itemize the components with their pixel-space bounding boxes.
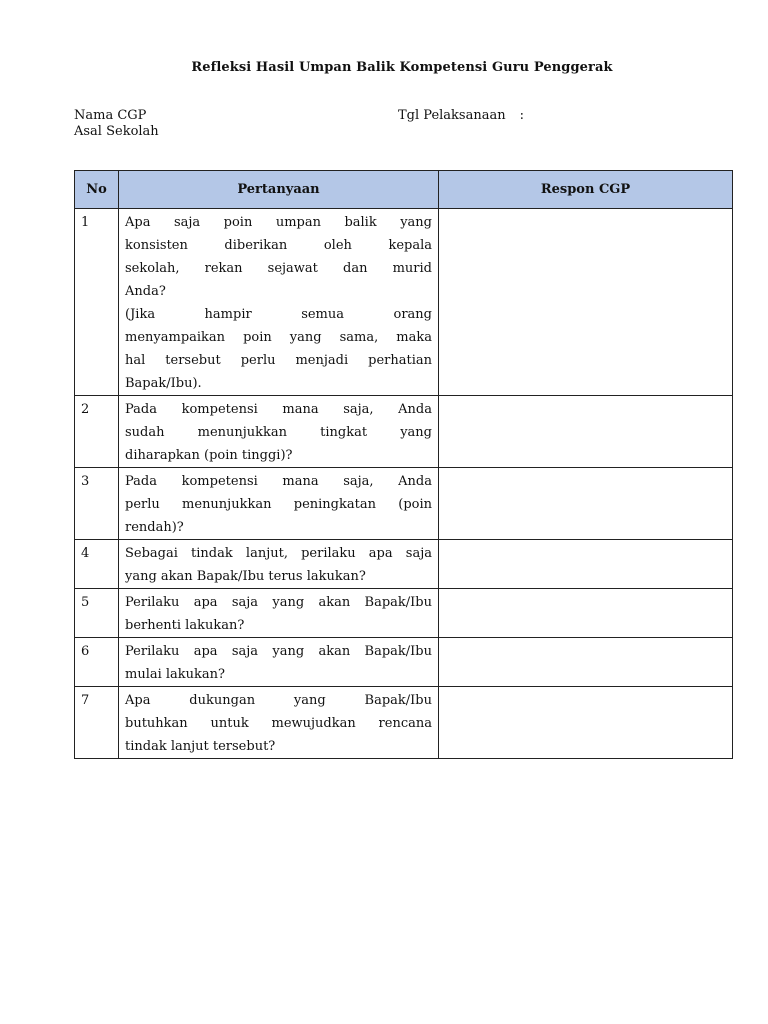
question-line: yang akan Bapak/Ibu terus lakukan?	[125, 569, 366, 584]
question-line: perlu menunjukkan peningkatan (poin	[125, 497, 432, 512]
table-row	[75, 396, 733, 468]
question-line: berhenti lakukan?	[125, 618, 245, 633]
header-no: No	[75, 171, 119, 209]
question-line: Perilaku apa saja yang akan Bapak/Ibu	[125, 644, 432, 659]
asal-sekolah-label: Asal Sekolah	[74, 124, 159, 139]
question-line: konsisten diberikan oleh kepala	[125, 238, 432, 253]
row-number: 2	[75, 396, 119, 468]
question-cell	[119, 396, 439, 468]
tgl-pelaksanaan-label: Tgl Pelaksanaan	[398, 108, 506, 123]
question-line: sekolah, rekan sejawat dan murid	[125, 261, 432, 276]
question-cell	[119, 209, 439, 396]
response-cell[interactable]	[439, 209, 733, 396]
question-line: butuhkan untuk mewujudkan rencana	[125, 716, 432, 731]
question-line: mulai lakukan?	[125, 667, 226, 682]
response-cell[interactable]	[439, 589, 733, 638]
row-number: 6	[75, 638, 119, 687]
question-cell	[119, 638, 439, 687]
table-row	[75, 468, 733, 540]
question-line: Apa dukungan yang Bapak/Ibu	[125, 693, 432, 708]
question-line: tindak lanjut tersebut?	[125, 739, 276, 754]
response-cell[interactable]	[439, 468, 733, 540]
question-line: Anda?	[125, 284, 166, 299]
nama-cgp-label: Nama CGP	[74, 108, 147, 123]
response-cell[interactable]	[439, 687, 733, 759]
row-number: 5	[75, 589, 119, 638]
question-line: menyampaikan poin yang sama, maka	[125, 330, 432, 345]
question-line: diharapkan (poin tinggi)?	[125, 448, 293, 463]
question-cell	[119, 468, 439, 540]
question-line: hal tersebut perlu menjadi perhatian	[125, 353, 432, 368]
row-number: 7	[75, 687, 119, 759]
question-line: Pada kompetensi mana saja, Anda	[125, 402, 432, 417]
response-cell[interactable]	[439, 540, 733, 589]
question-line: Perilaku apa saja yang akan Bapak/Ibu	[125, 595, 432, 610]
question-line: Apa saja poin umpan balik yang	[125, 215, 432, 230]
row-number: 4	[75, 540, 119, 589]
question-line: Sebagai tindak lanjut, perilaku apa saja	[125, 546, 432, 561]
question-cell	[119, 540, 439, 589]
document-title: Refleksi Hasil Umpan Balik Kompetensi Guru Penggerak	[191, 60, 613, 75]
reflection-table	[74, 170, 733, 759]
response-cell[interactable]	[439, 396, 733, 468]
question-line: Pada kompetensi mana saja, Anda	[125, 474, 432, 489]
table-row	[75, 589, 733, 638]
response-cell[interactable]	[439, 638, 733, 687]
header-pertanyaan: Pertanyaan	[119, 171, 439, 209]
question-cell	[119, 687, 439, 759]
row-number: 1	[75, 209, 119, 396]
header-respon-cgp: Respon CGP	[439, 171, 733, 209]
question-line: rendah)?	[125, 520, 184, 535]
row-number: 3	[75, 468, 119, 540]
table-row	[75, 687, 733, 759]
table-body	[75, 209, 733, 759]
question-line: (Jika hampir semua orang	[125, 307, 432, 322]
question-line: Bapak/Ibu).	[125, 376, 202, 391]
table-row	[75, 638, 733, 687]
question-cell	[119, 589, 439, 638]
table-row	[75, 540, 733, 589]
table-header-row	[75, 171, 733, 209]
question-line: sudah menunjukkan tingkat yang	[125, 425, 432, 440]
tgl-colon: :	[519, 108, 524, 123]
table-row	[75, 209, 733, 396]
tgl-pelaksanaan-field	[398, 108, 524, 123]
